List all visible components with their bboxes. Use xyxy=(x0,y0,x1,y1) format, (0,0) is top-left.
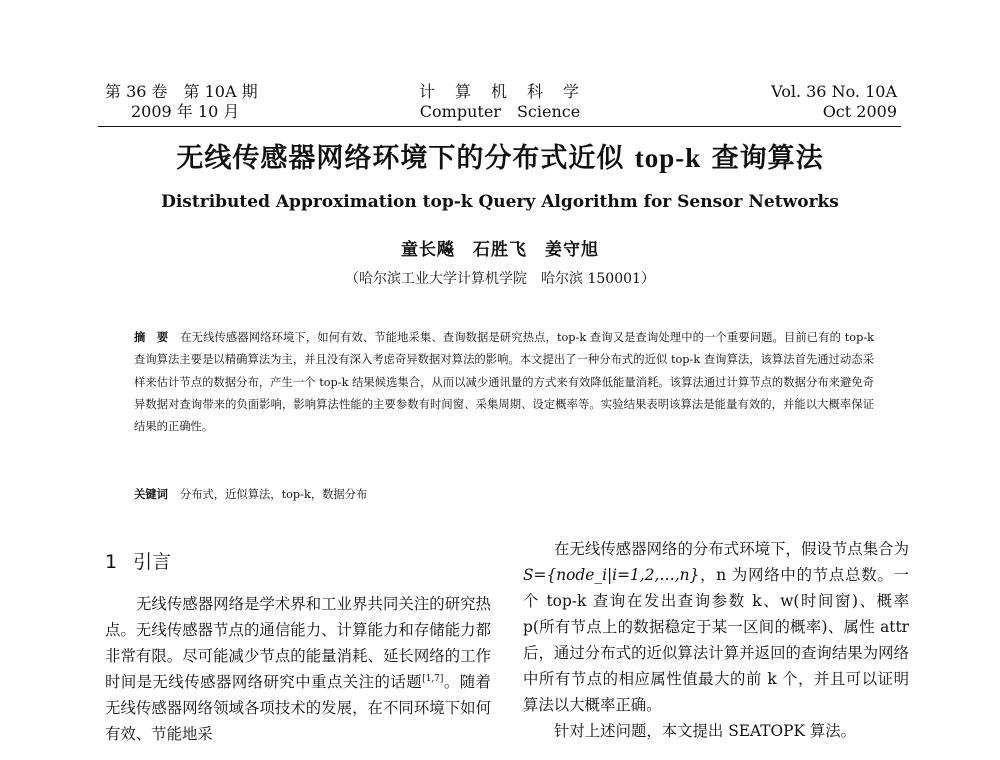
node-set-formula: S={node_i|i=1,2,…,n} xyxy=(523,566,700,584)
section-number: 1 xyxy=(105,551,118,573)
title-part-2: top-k xyxy=(634,143,702,173)
authors: 童长飚 石胜飞 姜守旭 xyxy=(401,240,599,260)
paragraph-text-cont: ，n 为网络中的节点总数。一个 top-k 查询在发出查询参数 k、w(时间窗)、概率 p(所有节点上的数据稳定于某一区间的概率)、属性 attr 后，通过分布式的近似算法计算并返回的查询结果为网络中所有节点的相应属性值最大的前 k 个，并且可以证明算法以大概率正确。 xyxy=(523,566,909,714)
journal-name-cn: 计 算 机 科 学 xyxy=(418,82,581,101)
title-part-3: 查询算法 xyxy=(711,143,824,174)
citation: [1,7] xyxy=(422,673,444,684)
section-heading xyxy=(105,549,171,575)
paragraph xyxy=(523,536,909,718)
paper-title xyxy=(0,138,1000,179)
affiliation: （哈尔滨工业大学计算机学院 哈尔滨 150001） xyxy=(345,271,655,287)
keywords-text: 分布式，近似算法，top-k，数据分布 xyxy=(179,488,368,501)
abstract-label: 摘 要 xyxy=(134,330,169,344)
journal-volume-en: Vol. 36 No. 10A xyxy=(771,82,897,101)
paragraph xyxy=(105,591,491,747)
body-column-right xyxy=(523,536,909,744)
journal-date: 2009 年 10 月 xyxy=(131,102,240,121)
abstract xyxy=(134,326,874,438)
journal-date-en: Oct 2009 xyxy=(822,102,897,121)
journal-name-en: Computer Science xyxy=(419,102,581,121)
paragraph-text: 无线传感器网络是学术界和工业界共同关注的研究热点。无线传感器节点的通信能力、计算能力和存储能力都非常有限。尽可能减少节点的能量消耗、延长网络的工作时间是无线传感器网络研究中重点关注的话题 xyxy=(105,595,491,691)
paper-title-en: Distributed Approximation top-k Query Algorithm for Sensor Networks xyxy=(161,192,839,212)
header-rule xyxy=(98,126,901,127)
keywords xyxy=(134,483,874,506)
section-title: 引言 xyxy=(133,551,172,573)
keywords-label: 关键词 xyxy=(134,487,168,501)
body-column-left xyxy=(105,591,491,747)
paragraph-text-cont: 。随着无线传感器网络领域各项技术的发展，在不同环境下如何有效、节能地采 xyxy=(105,673,491,743)
paragraph-text: 在无线传感器网络的分布式环境下，假设节点集合为 xyxy=(554,540,909,558)
paragraph-text: 针对上述问题，本文提出 SEATOPK 算法。 xyxy=(554,722,857,740)
journal-volume-issue: 第 36 卷 第 10A 期 xyxy=(105,82,258,101)
paragraph xyxy=(523,718,909,744)
abstract-text: 在无线传感器网络环境下，如何有效、节能地采集、查询数据是研究热点，top-k 查询又是查询处理中的一个重要问题。目前已有的 top-k 查询算法主要是以精确算法为主，并且没有深入考虑奇异数据对算法的影响。本文提出了一种分布式的近似 top-k 查询算法，该算法首先通过动态采样来估计节点的数据分布，产生一个 top-k 结果候选集合，从而以减少通讯量的方式来有效降低能量消耗。该算法通过计算节点的数据分布来避免奇异数据对查询带来的负面影响，影响算法性能的主要参数有时间窗、采集周期、设定概率等。实验结果表明该算法是能量有效的，并能以大概率保证结果的正确性。 xyxy=(134,331,874,434)
title-part-1: 无线传感器网络环境下的分布式近似 xyxy=(176,143,625,174)
